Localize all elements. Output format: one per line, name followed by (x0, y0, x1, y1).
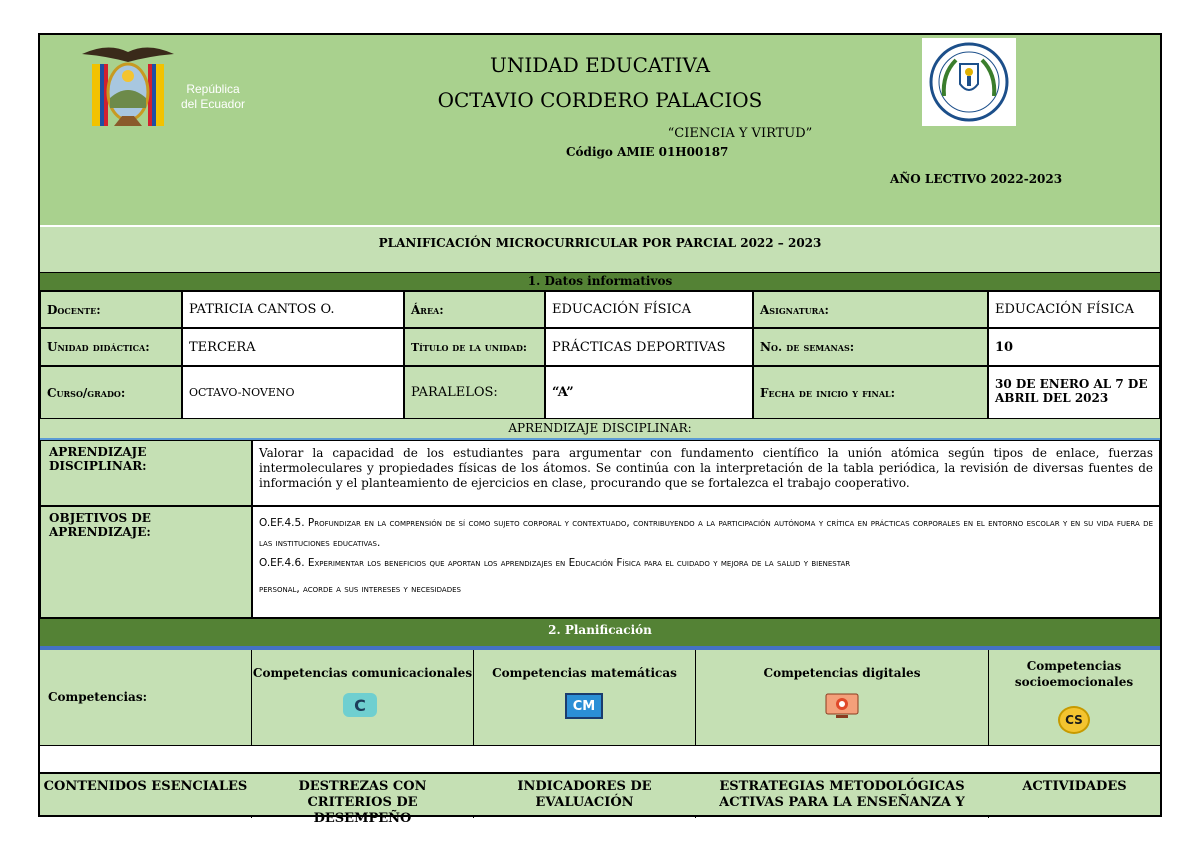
col-actividades: ACTIVIDADES (1022, 779, 1127, 794)
aprendizaje-label: APRENDIZAJE DISCIPLINAR: (49, 445, 147, 473)
document-frame (38, 33, 1162, 817)
paralelos-label: PARALELOS: (404, 366, 545, 419)
semanas-value: 10 (988, 328, 1160, 366)
col-estrategias: ESTRATEGIAS METODOLÓGICAS ACTIVAS PARA LA ENSEÑANZA Y (719, 779, 965, 810)
col-indicadores: INDICADORES DE EVALUACIÓN (517, 779, 652, 810)
comp-socioemocionales: Competencias socioemocionales (1014, 659, 1134, 689)
school-motto: “CIENCIA Y VIRTUD” (667, 126, 813, 141)
titulo-value: PRÁCTICAS DEPORTIVAS (545, 328, 753, 366)
objetivo-2a: O.EF.4.6. Experimentar los beneficios que aportan los aprendizajes en Educación Física para el cuidado y mejora de la salud y bienestar (259, 557, 851, 569)
objetivos-label: OBJETIVOS DE APRENDIZAJE: (49, 511, 151, 539)
curso-value: OCTAVO-NOVENO (182, 366, 404, 419)
comp-matematicas: Competencias matemáticas (492, 666, 677, 680)
asignatura-value: EDUCACIÓN FÍSICA (988, 291, 1160, 328)
school-year: AÑO LECTIVO 2022-2023 (890, 172, 1063, 186)
country-name: República del Ecuador (180, 82, 246, 111)
matematicas-icon: CM (565, 693, 603, 719)
objetivo-2b: personal, acorde a sus intereses y necesidades (259, 583, 461, 595)
area-value: EDUCACIÓN FÍSICA (545, 291, 753, 328)
col-destrezas: DESTREZAS CON CRITERIOS DE DESEMPEÑO (298, 779, 427, 826)
comp-comunicacionales: Competencias comunicacionales (252, 666, 473, 680)
curso-label: Curso/grado: (40, 366, 182, 419)
docente-value: PATRICIA CANTOS O. (182, 291, 404, 328)
paralelos-value: “A” (545, 366, 753, 419)
area-label: Área: (404, 291, 545, 328)
objetivo-1: O.EF.4.5. Profundizar en la comprensión de sí como sujeto corporal y contextuado, contribuyendo a la participación autónoma y crítica en prácticas corporales en el entorno escolar y en su vida fuera de las instituciones educativas. (259, 517, 1153, 549)
aprendizaje-text: Valorar la capacidad de los estudiantes para argumentar con fundamento científico la unión atómica según tipos de enlace, fuerzas intermoleculares y propiedades físicas de los átomos. Se continúa con la interpretación de la tabla periódica, la revisión de diversas fuentes de información y el planteamiento de ejercicios en clase, procurando que se fortalezca el trabajo cooperativo. (259, 446, 1153, 490)
semanas-label: No. de semanas: (753, 328, 988, 366)
competencias-label: Competencias: (48, 690, 148, 704)
comp-digitales: Competencias digitales (763, 666, 921, 680)
amie-code: Código AMIE 01H00187 (566, 145, 729, 159)
aprendizaje-bar-title: APRENDIZAJE DISCIPLINAR: (508, 421, 692, 435)
section1-title: 1. Datos informativos (527, 274, 673, 288)
comunicacionales-icon: C (343, 693, 377, 717)
docente-label: Docente: (40, 291, 182, 328)
asignatura-label: Asignatura: (753, 291, 988, 328)
titulo-label: Título de la unidad: (404, 328, 545, 366)
col-contenidos: CONTENIDOS ESENCIALES (43, 779, 248, 794)
unidad-label: Unidad didáctica: (40, 328, 182, 366)
school-name-line2: OCTAVIO CORDERO PALACIOS (437, 88, 763, 112)
school-name-line1: UNIDAD EDUCATIVA (489, 53, 711, 77)
fecha-value: 30 DE ENERO AL 7 DE ABRIL DEL 2023 (988, 366, 1160, 419)
plan-title: PLANIFICACIÓN MICROCURRICULAR POR PARCIAL 2022 – 2023 (378, 236, 822, 250)
section2-title: 2. Planificación (548, 623, 652, 637)
fecha-label: Fecha de inicio y final: (753, 366, 988, 419)
unidad-value: TERCERA (182, 328, 404, 366)
socioemocionales-icon: CS (1058, 706, 1090, 734)
